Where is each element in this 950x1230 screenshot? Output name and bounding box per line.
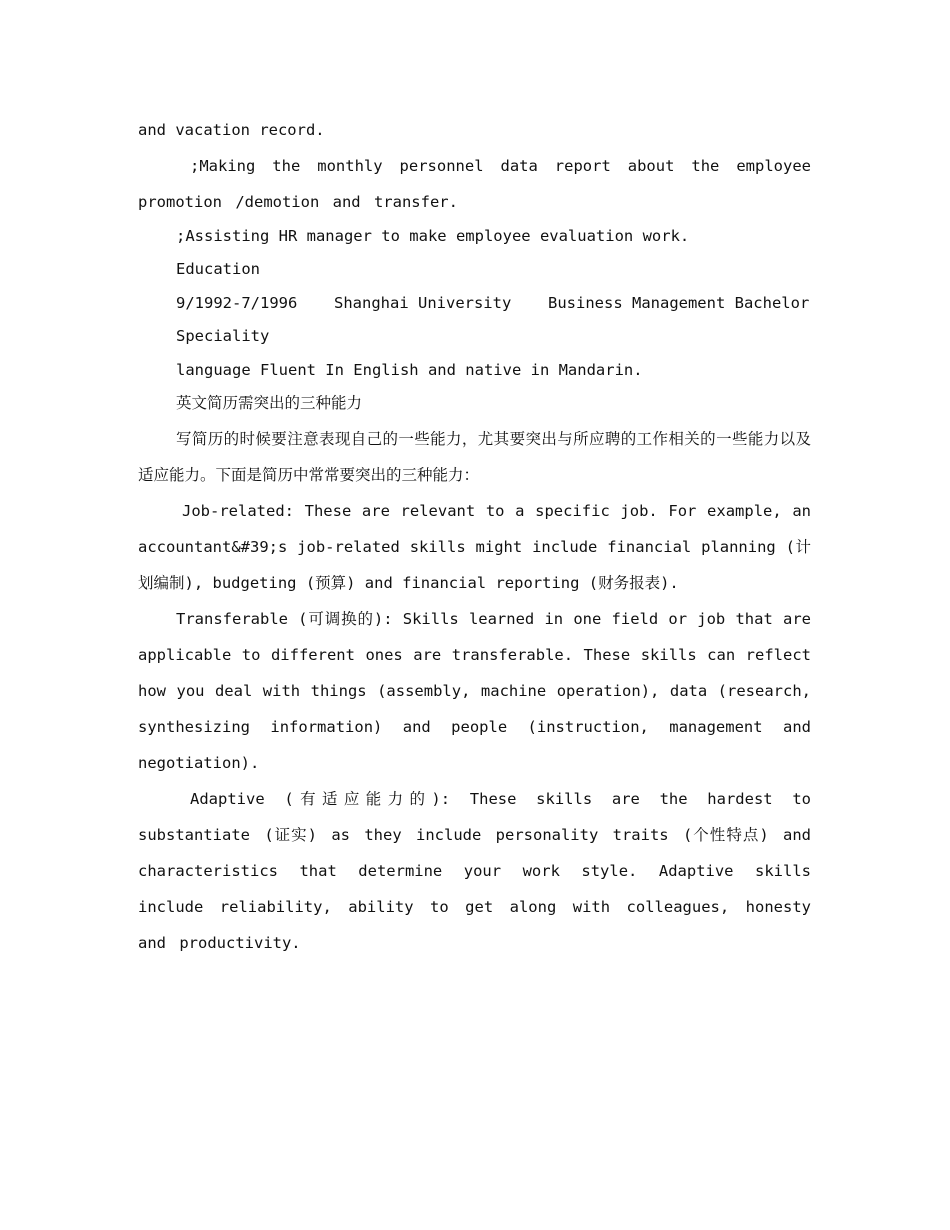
education-heading: Education (176, 260, 260, 278)
text-abilities-intro: 写简历的时候要注意表现自己的一些能力，尤其要突出与所应聘的工作相关的一些能力以及适应能力。下面是简历中常常要突出的三种能力： (138, 429, 811, 484)
text-language: language Fluent In English and native in Mandarin. (176, 360, 643, 379)
text-adaptive: Adaptive (有适应能力的): These skills are the hardest to substantiate (证实) as they include personality traits (个性特点) and characteristics that determine your work style. Adaptive skills include reliability, ability to get along with colleagues, honesty and productivity. (138, 789, 811, 952)
text-transferable: Transferable (可调换的): Skills learned in one field or job that are applicable to different ones are transferable. These skills can reflect how you deal with things (assembly, machine operation), data (research, synthesizing information) and people (instruction, management and negotiation). (138, 609, 811, 772)
education-school: Shanghai University (334, 293, 512, 312)
text-vacation-record: and vacation record. (138, 121, 325, 139)
document-body (138, 114, 811, 961)
speciality-heading: Speciality (176, 327, 270, 345)
section-title-three-abilities: 英文简历需突出的三种能力 (176, 394, 363, 412)
education-dates: 9/1992-7/1996 (176, 293, 298, 312)
education-entry (138, 287, 811, 321)
text-job-related: Job-related: These are relevant to a specific job. For example, an accountant&#39;s job-related skills might include financial planning (计划编制), budgeting (预算) and financial reporting (财务报表). (138, 501, 811, 592)
text-monthly-report: ;Making the monthly personnel data report about the employee promotion /demotion and transfer. (138, 156, 811, 211)
education-degree: Business Management Bachelor (548, 293, 810, 312)
text-evaluation-work: ;Assisting HR manager to make employee evaluation work. (176, 226, 690, 245)
